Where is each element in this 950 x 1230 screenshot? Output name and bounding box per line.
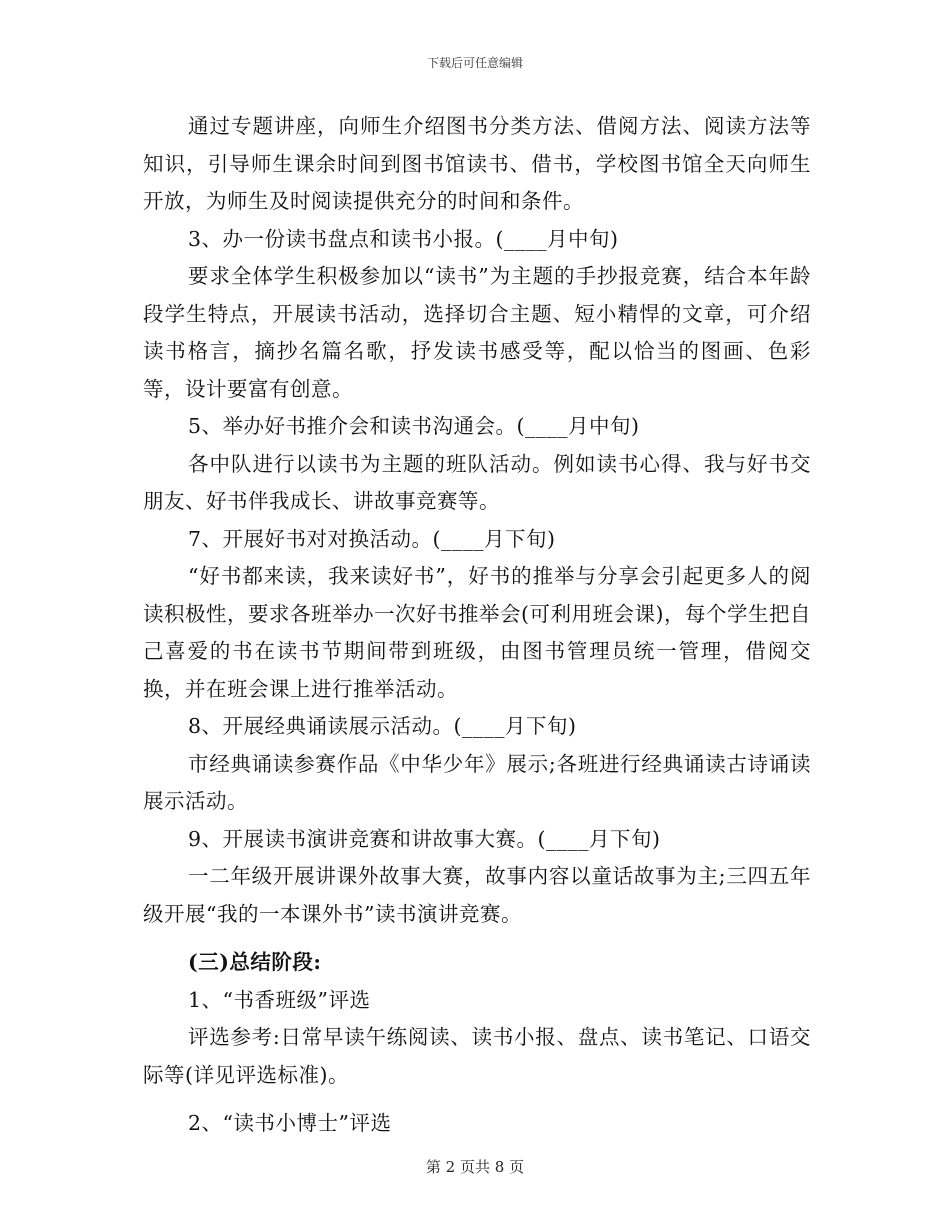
paragraph-evaluation-reference: 评选参考:日常早读午练阅读、读书小报、盘点、读书笔记、口语交际等(详见评选标准)。 [143,1025,811,1087]
document-body [143,108,811,1143]
paragraph-book-exchange: “好书都来读，我来读好书”，好书的推举与分享会引起更多人的阅读积极性，要求各班举办一次好书推举会(可利用班会课)，每个学生把自己喜爱的书在读书节期间带到班级，由图书管理员统一管理，借阅交换，并在班会课上进行推举活动。 [143,564,811,701]
paragraph-handwritten-newspaper: 要求全体学生积极参加以“读书”为主题的手抄报竞赛，结合本年龄段学生特点，开展读书活动，选择切合主题、短小精悍的文章，可介绍读书格言，摘抄名篇名歌，抒发读书感受等，配以恰当的图画、色彩等，设计要富有创意。 [143,264,811,401]
page-number: 第 2 页共 8 页 [425,1158,525,1176]
section-heading-summary: (三)总结阶段: [188,950,322,974]
page-header-note: 下载后可任意编辑 [426,56,523,70]
heading-item-9: 9、开展读书演讲竞赛和讲故事大赛。(____月下旬) [188,826,661,851]
paragraph-speech-contest: 一二年级开展讲课外故事大赛，故事内容以童话故事为主;三四五年级开展“我的一本课外书”读书演讲竞赛。 [143,864,811,926]
heading-item-8: 8、开展经典诵读展示活动。(____月下旬) [188,714,577,738]
paragraph-library-intro: 通过专题讲座，向师生介绍图书分类方法、借阅方法、阅读方法等知识，引导师生课余时间到图书馆读书、借书，学校图书馆全天向师生开放，为师生及时阅读提供充分的时间和条件。 [143,114,811,213]
heading-summary-item-2: 2、“读书小博士”评选 [188,1111,392,1135]
paragraph-class-activity: 各中队进行以读书为主题的班队活动。例如读书心得、我与好书交朋友、好书伴我成长、讲故事竞赛等。 [143,451,811,513]
heading-summary-item-1: 1、“书香班级”评选 [188,987,371,1012]
heading-item-5: 5、举办好书推介会和读书沟通会。(____月中旬) [188,414,640,438]
paragraph-classics-recital: 市经典诵读参赛作品《中华少年》展示;各班进行经典诵读古诗诵读展示活动。 [143,751,811,813]
heading-item-7: 7、开展好书对对换活动。(____月下旬) [188,526,556,551]
heading-item-3: 3、办一份读书盘点和读书小报。(____月中旬) [188,226,619,251]
